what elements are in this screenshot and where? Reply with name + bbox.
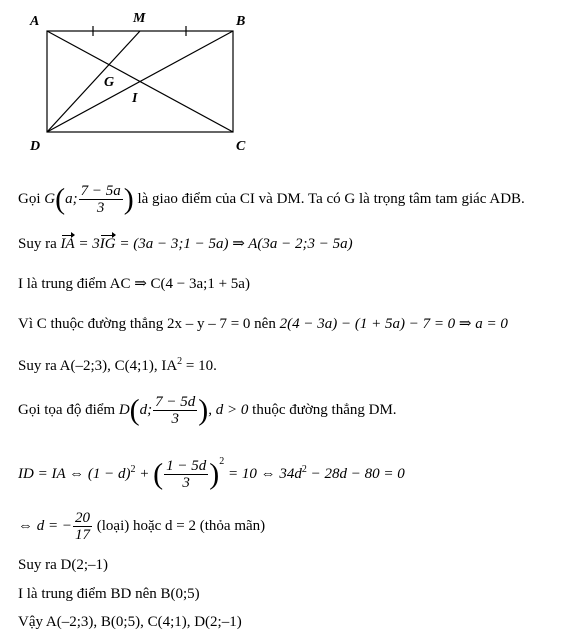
line-point-b: I là trung điểm BD nên B(0;5)	[18, 586, 200, 602]
line-solve-a: Vì C thuộc đường thẳng 2x – y – 7 = 0 nên 2(4 − 3a) − (1 + 5a) − 7 = 0 ⇒ a = 0	[18, 316, 508, 332]
label-c: C	[236, 139, 246, 154]
line-define-g: Gọi G(a; $\frac{7 - 5a}{3}$ ) là giao điểm của CI và DM. Ta có G là trọng tâm tam giác ADB.	[18, 182, 525, 216]
line-define-d: Gọi tọa độ điểm D(d; $\frac{7 - 5d}{3}$ ), d > 0 thuộc đường thẳng DM.	[18, 393, 397, 427]
fraction-rejected: $\frac{20}{17}$	[75, 510, 90, 543]
line-vector-relation: Suy ra IA = 3IG = (3a − 3;1 − 5a) ⇒ A(3a − 2;3 − 5a)	[18, 236, 353, 252]
geometry-figure	[0, 0, 579, 160]
line-point-c: I là trung điểm AC ⇒ C(4 − 3a;1 + 5a)	[18, 276, 250, 292]
label-a: A	[30, 14, 40, 29]
fraction-d-y: $\frac{7 - 5d}{3}$	[155, 394, 196, 427]
label-d: D	[30, 139, 41, 154]
fraction-g-y: $\frac{7 - 5a}{3}$	[80, 183, 121, 216]
line-solutions-d: ⇔ d = − $\frac{20}{17}$ (loại) hoặc d = 2 (thỏa mãn)	[18, 510, 266, 543]
fraction-distance: $\frac{1 - 5d}{3}$	[166, 458, 207, 492]
line-distance-equation: ID = IA ⇔ $(1 - d)^2$ + ( $\frac{1 - 5d}{3}$ )$^2$ = 10 ⇔ $34d^2 - 28d - 80 = 0$	[18, 456, 405, 492]
line-points-ac: Suy ra A(–2;3), C(4;1), $IA^2 = 10$.	[18, 356, 217, 374]
line-point-d: Suy ra D(2;–1)	[18, 557, 108, 573]
label-i: I	[132, 91, 138, 106]
segment-dm	[47, 31, 140, 132]
line-conclusion: Vậy A(–2;3), B(0;5), C(4;1), D(2;–1)	[18, 614, 242, 630]
label-g: G	[104, 75, 115, 90]
label-b: B	[236, 14, 246, 29]
label-m: M	[133, 11, 146, 26]
